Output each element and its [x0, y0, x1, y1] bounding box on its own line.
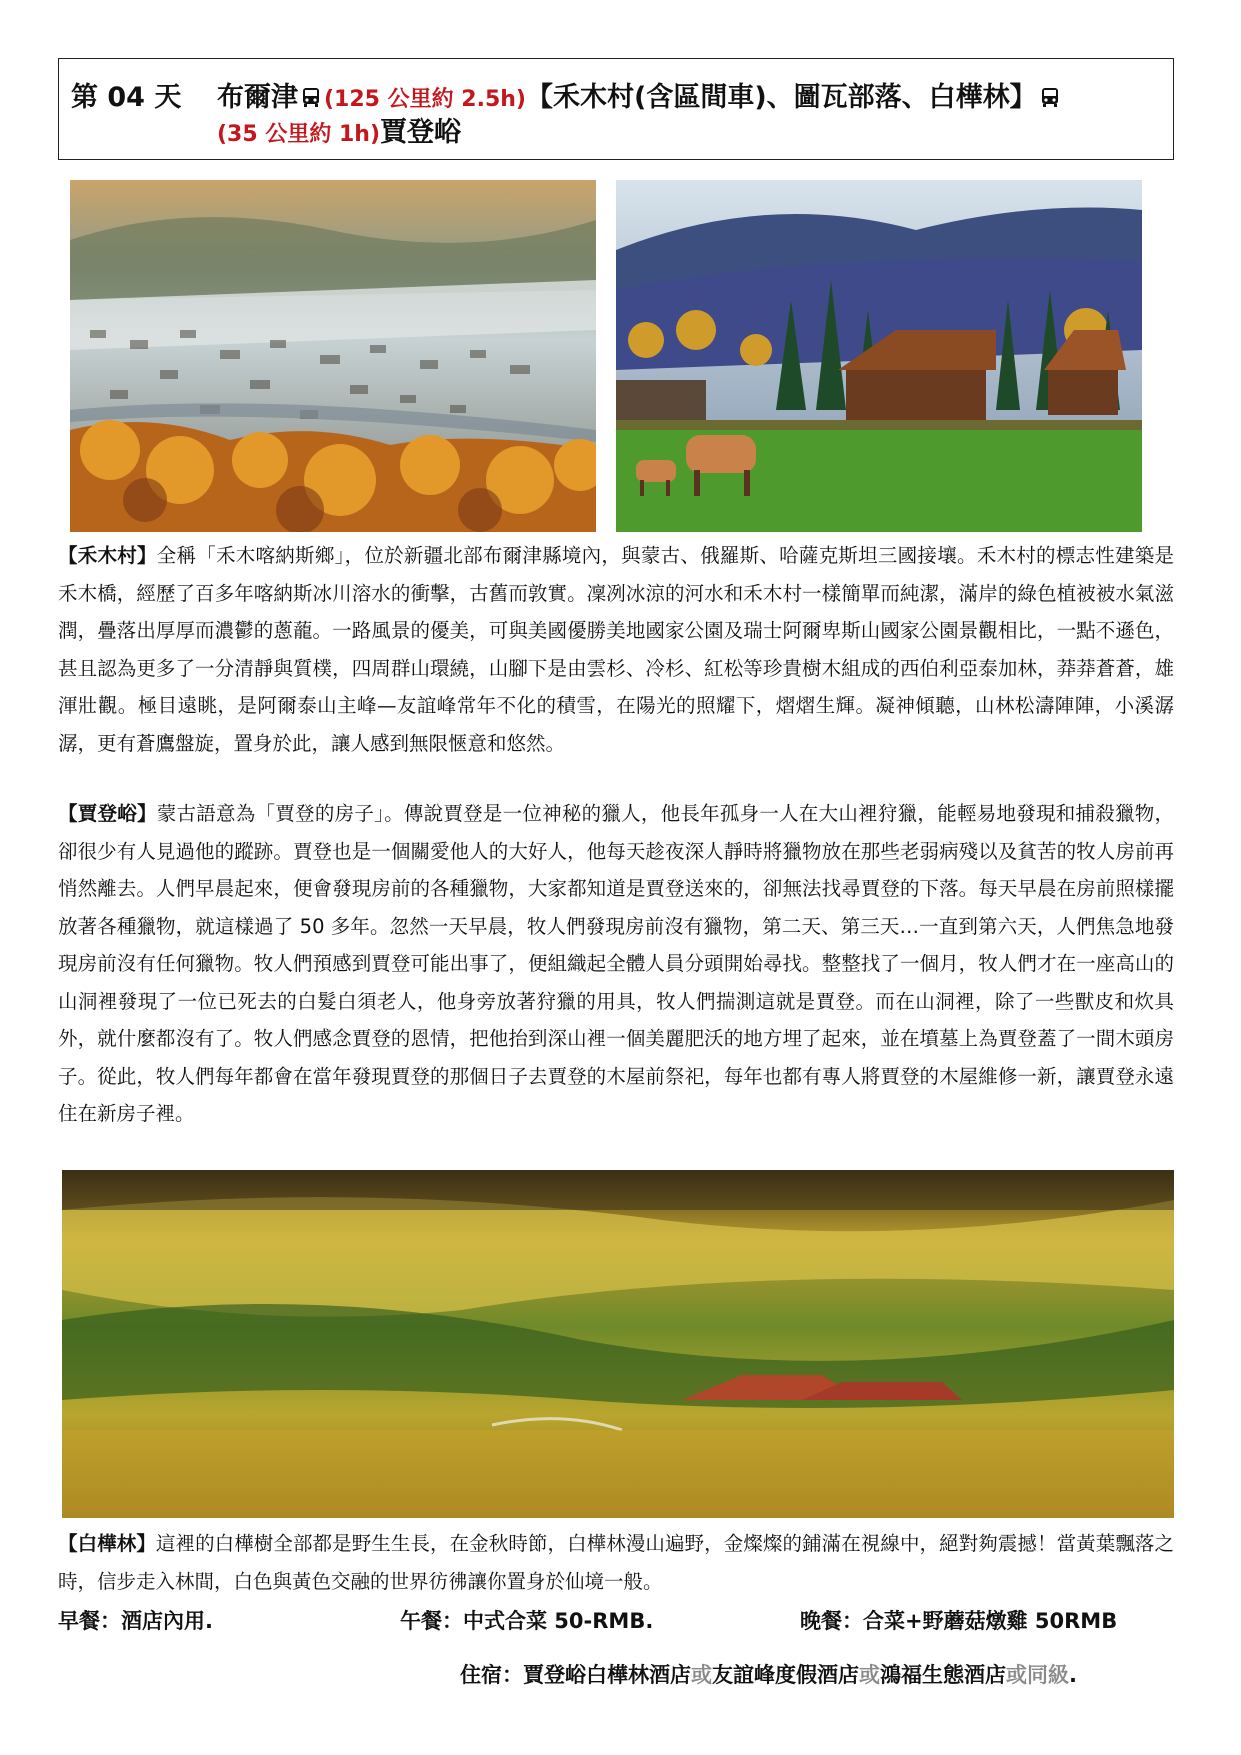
accommodation-line [460, 1659, 1077, 1689]
bus-icon [302, 87, 320, 108]
baihualin-paragraph [58, 1525, 1174, 1600]
hotel-1: 賈登峪白樺林酒店 [523, 1663, 691, 1687]
route-line-1 [217, 75, 1063, 114]
hemu-village-photo [70, 180, 596, 532]
or-separator: 或 [859, 1663, 880, 1687]
hemu-paragraph [58, 537, 1174, 762]
jiadengyu-text: 蒙古語意為「賈登的房子」。傳說賈登是一位神秘的獵人，他長年孤身一人在大山裡狩獵，能輕易地發現和捕殺獵物，卻很少有人見過他的蹤跡。賈登也是一個關愛他人的大好人，他每天趁夜深人靜時將獵物放在那些老弱病殘以及貧苦的牧人房前再悄然離去。人們早晨起來，便會發現房前的各種獵物，大家都知道是賈登送來的，卻無法找尋賈登的下落。每天早晨在房前照樣擺放著各種獵物，就這樣過了 50 多年。忽然一天早晨，牧人們發現房前沒有獵物，第二天、第三天…一直到第六天，人們焦急地發現房前沒有任何獵物。牧人們預感到賈登可能出事了，便組織起全體人員分頭開始尋找。整整找了一個月，牧人們才在一座高山的山洞裡發現了一位已死去的白髮白須老人，他身旁放著狩獵的用具，牧人們揣測這就是賈登。而在山洞裡，除了一些獸皮和炊具外，就什麼都沒有了。牧人們感念賈登的恩情，把他抬到深山裡一個美麗肥沃的地方埋了起來，並在墳墓上為賈登蓋了一間木頭房子。從此，牧人們每年都會在當年發現賈登的那個日子去賈登的木屋前祭祀，每年也都有專人將賈登的木屋維修一新，讓賈登永遠住在新房子裡。 [58, 802, 1174, 1125]
birch-grassland-photo [62, 1170, 1174, 1518]
hotel-2: 友誼峰度假酒店 [712, 1663, 859, 1687]
dinner-info: 晚餐：合菜+野蘑菇燉雞 50RMB [800, 1609, 1118, 1633]
leg-1-distance: (125 公里約 2.5h) [324, 87, 526, 112]
lunch-info: 午餐：中式合菜 50-RMB. [400, 1609, 654, 1633]
leg-2-distance: (35 公里約 1h) [217, 122, 381, 147]
stay-end: . [1069, 1663, 1077, 1687]
route-from: 布爾津 [217, 82, 298, 113]
hemu-text: 全稱「禾木喀納斯鄉」，位於新疆北部布爾津縣境內，與蒙古、俄羅斯、哈薩克斯坦三國接壤。禾木村的標志性建築是禾木橋，經歷了百多年喀納斯冰川溶水的衝擊，古舊而敦實。凜冽冰涼的河水和禾木村一樣簡單而純潔，滿岸的綠色植被被水氣滋潤，疊落出厚厚而濃鬱的蔥蘢。一路風景的優美，可與美國優勝美地國家公園及瑞士阿爾卑斯山國家公園景觀相比，一點不遜色，甚且認為更多了一分清靜與質樸，四周群山環繞，山腳下是由雲杉、冷杉、紅松等珍貴樹木組成的西伯利亞泰加林，莽莽蒼蒼，雄渾壯觀。極目遠眺，是阿爾泰山主峰—友誼峰常年不化的積雪，在陽光的照耀下，熠熠生輝。凝神傾聽，山林松濤陣陣，小溪潺潺，更有蒼鷹盤旋，置身於此，讓人感到無限愜意和悠然。 [58, 544, 1174, 755]
baihualin-text: 這裡的白樺樹全部都是野生生長，在金秋時節，白樺林漫山遍野，金燦燦的鋪滿在視線中，絕對夠震撼！當黃葉飄落之時，信步走入林間，白色與黃色交融的世界彷彿讓你置身於仙境一般。 [58, 1532, 1174, 1593]
jiadengyu-paragraph [58, 795, 1174, 1133]
route-to: 賈登峪 [380, 117, 462, 148]
hotel-3: 鴻福生態酒店 [880, 1663, 1006, 1687]
hemu-label: 【禾木村】 [58, 544, 157, 567]
sights-list: 【禾木村(含區間車)、圖瓦部落、白樺林】 [526, 82, 1037, 113]
cabin-meadow-photo [616, 180, 1142, 532]
baihualin-label: 【白樺林】 [58, 1532, 156, 1555]
or-separator: 或 [691, 1663, 712, 1687]
or-equivalent: 或同級 [1006, 1663, 1069, 1687]
breakfast-info: 早餐：酒店內用. [58, 1609, 213, 1633]
day-label: 第 04 天 [71, 82, 182, 113]
day-title-box [58, 58, 1174, 160]
stay-label: 住宿： [460, 1663, 523, 1687]
route-line-2 [217, 110, 461, 149]
bus-icon [1041, 87, 1059, 108]
jiadengyu-label: 【賈登峪】 [58, 802, 157, 825]
